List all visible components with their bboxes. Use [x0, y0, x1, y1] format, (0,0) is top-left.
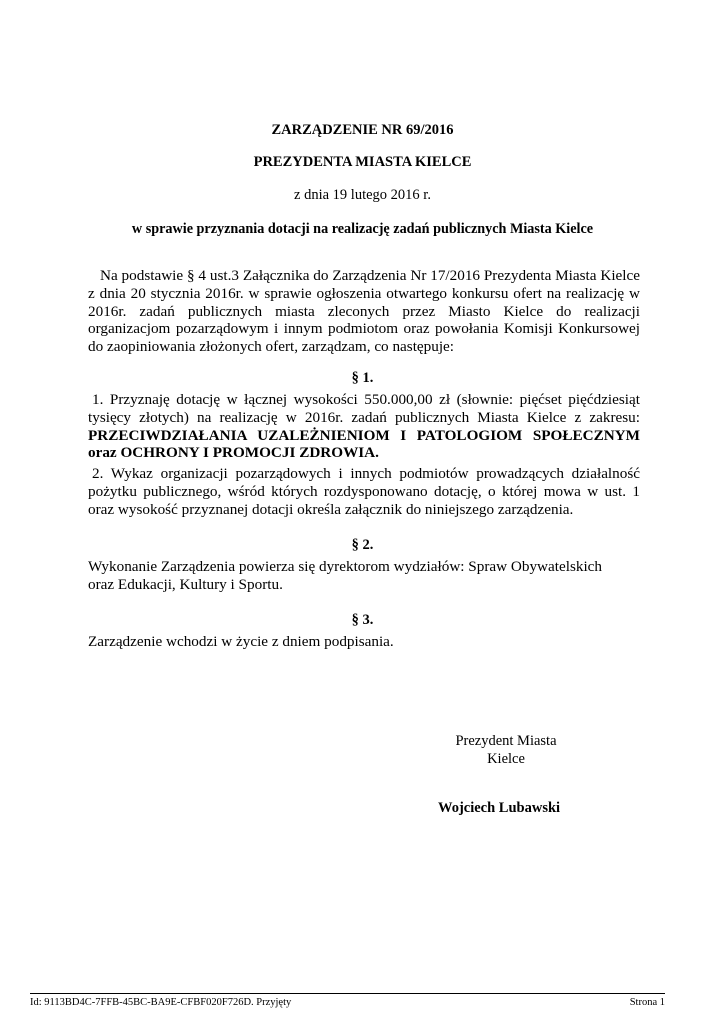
- section-1-item-1-bold: PRZECIWDZIAŁANIA UZALEŻNIENIOM I PATOLOGIOM SPOŁECZNYM oraz OCHRONY I PROMOCJI ZDROWIA.: [88, 426, 640, 462]
- document-issuer: PREZYDENTA MIASTA KIELCE: [253, 154, 472, 170]
- section-3-text: Zarządzenie wchodzi w życie z dniem podpisania.: [88, 633, 394, 650]
- section-1-item-1: [88, 391, 640, 462]
- document-subject: w sprawie przyznania dotacji na realizację zadań publicznych Miasta Kielce: [131, 221, 594, 237]
- section-2-line-2: oraz Edukacji, Kultury i Sportu.: [88, 576, 283, 593]
- document-date: z dnia 19 lutego 2016 r.: [294, 187, 431, 203]
- section-2-line-1: Wykonanie Zarządzenia powierza się dyrektorom wydziałów: Spraw Obywatelskich: [88, 558, 603, 575]
- signature-role: [448, 733, 564, 768]
- signature-name: Wojciech Lubawski: [438, 800, 561, 816]
- signature-role-line-2: Kielce: [487, 750, 525, 767]
- section-1-item-2: 2. Wykaz organizacji pozarządowych i innych podmiotów prowadzących działalność pożytku publicznego, wśród których rozdysponowano dotację, o której mowa w ust. 1 oraz wysokość przyznanej dotacji określa załącznik do niniejszego zarządzenia.: [88, 465, 640, 518]
- section-1-heading: § 1.: [351, 370, 374, 386]
- preamble-paragraph: Na podstawie § 4 ust.3 Załącznika do Zarządzenia Nr 17/2016 Prezydenta Miasta Kielce z dnia 20 stycznia 2016r. w sprawie ogłoszenia otwartego konkursu ofert na realizację w 2016r. zadań publicznych miasta zleconych przez Miasto Kielce do realizacji organizacjom pozarządowym i innym podmiotom oraz powołania Komisji Konkursowej do zaopiniowania złożonych ofert, zarządzam, co następuje:: [88, 267, 640, 356]
- section-2-heading: § 2.: [351, 537, 374, 553]
- document-title: ZARZĄDZENIE NR 69/2016: [271, 122, 454, 138]
- footer-divider: [30, 993, 665, 994]
- footer-document-id: Id: 9113BD4C-7FFB-45BC-BA9E-CFBF020F726D. Przyjęty: [30, 997, 292, 1008]
- section-1-item-1-text: 1. Przyznaję dotację w łącznej wysokości 550.000,00 zł (słownie: pięćset pięćdziesiąt tysięcy złotych) na realizację w 2016r. zadań publicznych Miasta Kielce z zakresu:: [88, 391, 640, 426]
- signature-role-line-1: Prezydent Miasta: [455, 733, 557, 749]
- section-3-heading: § 3.: [351, 612, 374, 628]
- footer-page-number: Strona 1: [629, 997, 665, 1008]
